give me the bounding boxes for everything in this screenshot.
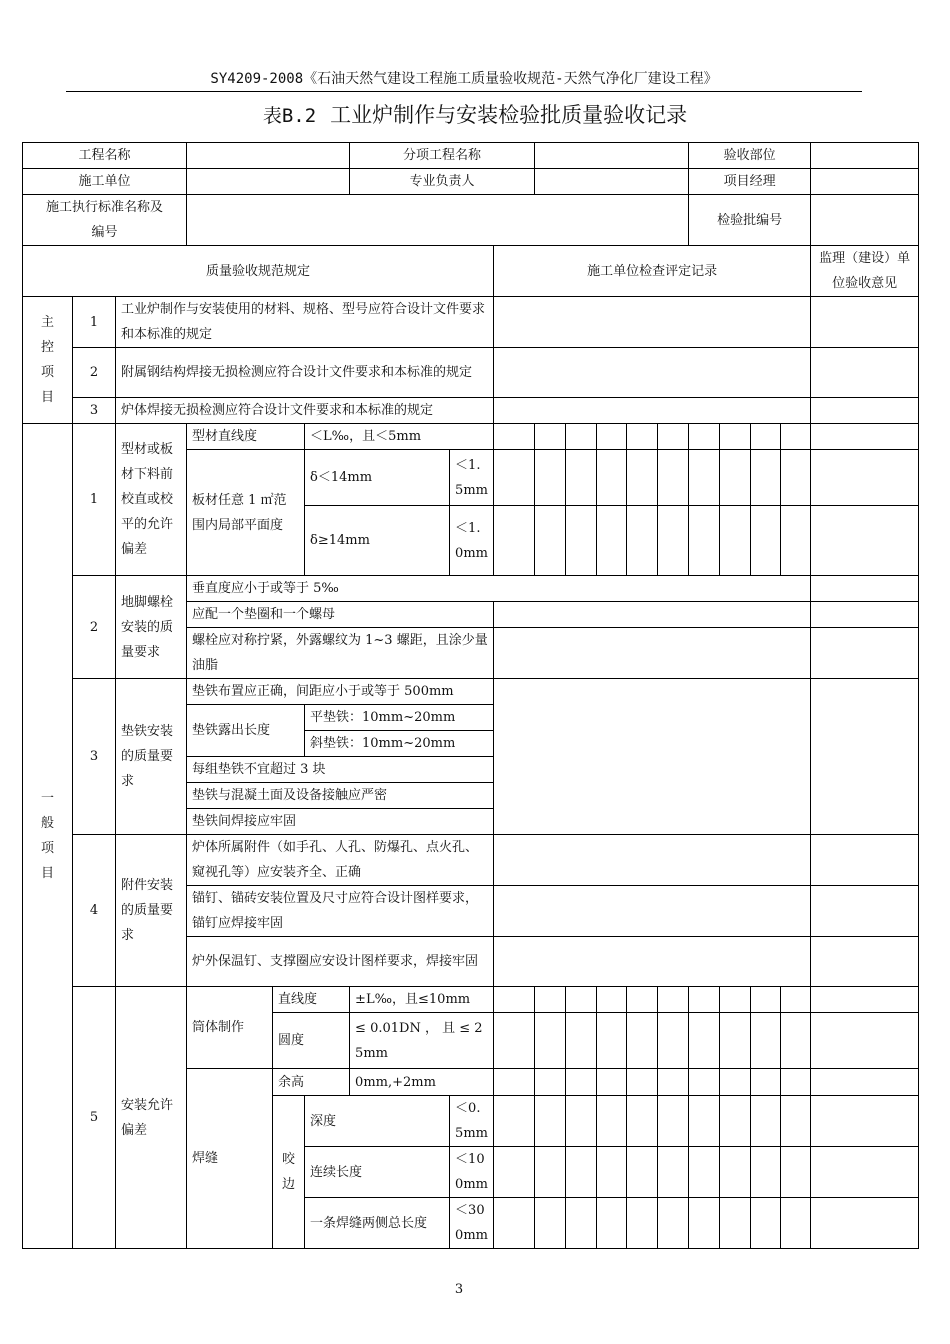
main-item-1-record[interactable] bbox=[494, 297, 811, 348]
attachment-req-1: 炉体所属附件（如手孔、人孔、防爆孔、点火孔、窥视孔等）应安装齐全、正确 bbox=[187, 835, 494, 886]
rec-cell[interactable] bbox=[720, 506, 751, 576]
rec-cell[interactable] bbox=[811, 424, 919, 450]
main-item-1-text: 工业炉制作与安装使用的材料、规格、型号应符合设计文件要求和本标准的规定 bbox=[116, 297, 494, 348]
general-item-1-no: 1 bbox=[73, 424, 116, 576]
main-item-2-opinion[interactable] bbox=[811, 348, 919, 398]
header-rule bbox=[66, 91, 862, 92]
rec-cell[interactable] bbox=[689, 450, 720, 506]
anchor-bolt-req-2: 应配一个垫圈和一个螺母 bbox=[187, 602, 494, 628]
thin-plate-value: ＜1.5mm bbox=[450, 450, 494, 506]
rec-cell[interactable] bbox=[811, 1147, 919, 1198]
attachment-record-1[interactable] bbox=[494, 835, 811, 886]
rec-cell[interactable] bbox=[751, 424, 781, 450]
rec-cell[interactable] bbox=[751, 1013, 781, 1069]
rec-cell[interactable] bbox=[689, 1069, 720, 1096]
rec-cell[interactable] bbox=[811, 1198, 919, 1249]
general-label: 一般项目 bbox=[23, 424, 73, 1249]
rec-cell[interactable] bbox=[811, 987, 919, 1013]
main-control-label: 主控项目 bbox=[23, 297, 73, 424]
contractor-label: 施工单位 bbox=[23, 169, 187, 195]
total-len-value: ＜300mm bbox=[450, 1198, 494, 1249]
rec-cell[interactable] bbox=[627, 506, 658, 576]
supervision-column-header: 监理（建设）单位验收意见 bbox=[811, 246, 919, 297]
rec-cell[interactable] bbox=[689, 424, 720, 450]
rec-cell[interactable] bbox=[627, 450, 658, 506]
rec-cell[interactable] bbox=[597, 1096, 627, 1147]
rec-cell[interactable] bbox=[566, 506, 597, 576]
main-item-1-opinion[interactable] bbox=[811, 297, 919, 348]
rec-cell[interactable] bbox=[535, 506, 566, 576]
cont-len-label: 连续长度 bbox=[305, 1147, 450, 1198]
depth-value: ＜0.5mm bbox=[450, 1096, 494, 1147]
rec-cell[interactable] bbox=[658, 1013, 689, 1069]
rec-cell[interactable] bbox=[781, 1147, 811, 1198]
rec-cell[interactable] bbox=[751, 1198, 781, 1249]
rec-cell[interactable] bbox=[720, 987, 751, 1013]
rec-cell[interactable] bbox=[689, 1198, 720, 1249]
rec-cell[interactable] bbox=[781, 450, 811, 506]
rec-cell[interactable] bbox=[627, 1013, 658, 1069]
cont-len-value: ＜100mm bbox=[450, 1147, 494, 1198]
rec-cell[interactable] bbox=[781, 1096, 811, 1147]
rec-cell[interactable] bbox=[751, 1147, 781, 1198]
rec-cell[interactable] bbox=[494, 450, 535, 506]
rec-cell[interactable] bbox=[566, 424, 597, 450]
general-item-4-opinion-1[interactable] bbox=[811, 835, 919, 886]
rec-cell[interactable] bbox=[751, 450, 781, 506]
rec-cell[interactable] bbox=[494, 1147, 535, 1198]
rec-cell[interactable] bbox=[781, 1198, 811, 1249]
project-name-label: 工程名称 bbox=[23, 143, 187, 169]
shim-expose-label: 垫铁露出长度 bbox=[187, 705, 305, 757]
rec-cell[interactable] bbox=[494, 424, 535, 450]
rec-cell[interactable] bbox=[494, 1096, 535, 1147]
attachment-req-3: 炉外保温钉、支撑圈应安设计图样要求，焊接牢固 bbox=[187, 937, 494, 987]
general-item-4-name: 附件安装的质量要求 bbox=[116, 835, 187, 987]
main-item-2-text: 附属钢结构焊接无损检测应符合设计文件要求和本标准的规定 bbox=[116, 348, 494, 398]
rec-cell[interactable] bbox=[781, 1013, 811, 1069]
rec-cell[interactable] bbox=[811, 1096, 919, 1147]
standard-header: SY4209-2008《石油天然气建设工程施工质量验收规范-天然气净化厂建设工程》 bbox=[210, 71, 718, 87]
rec-cell[interactable] bbox=[658, 987, 689, 1013]
project-manager-label: 项目经理 bbox=[689, 169, 811, 195]
page-title bbox=[0, 99, 950, 129]
undercut-label: 咬边 bbox=[273, 1096, 305, 1249]
rec-cell[interactable] bbox=[597, 424, 627, 450]
general-item-2-name: 地脚螺栓安装的质量要求 bbox=[116, 576, 187, 679]
weld-label: 焊缝 bbox=[187, 1069, 273, 1249]
rec-cell[interactable] bbox=[689, 506, 720, 576]
main-item-3-opinion[interactable] bbox=[811, 398, 919, 424]
shim-req-4: 每组垫铁不宜超过 3 块 bbox=[187, 757, 494, 783]
rec-cell[interactable] bbox=[566, 1198, 597, 1249]
rec-cell[interactable] bbox=[566, 1013, 597, 1069]
rec-cell[interactable] bbox=[781, 987, 811, 1013]
table-title: 工业炉制作与安装检验批质量验收记录 bbox=[330, 103, 688, 127]
rec-cell[interactable] bbox=[781, 1069, 811, 1096]
anchor-bolt-record-3[interactable] bbox=[494, 628, 811, 679]
project-manager-value[interactable] bbox=[811, 169, 919, 195]
rec-cell[interactable] bbox=[535, 1147, 566, 1198]
page-number: 3 bbox=[454, 1282, 464, 1297]
general-item-5-name: 安装允许偏差 bbox=[116, 987, 187, 1249]
anchor-bolt-record-2[interactable] bbox=[494, 602, 811, 628]
shim-req-1: 垫铁布置应正确，间距应小于或等于 500mm bbox=[187, 679, 494, 705]
rec-cell[interactable] bbox=[720, 450, 751, 506]
reinforce-value: 0mm,+2mm bbox=[350, 1069, 494, 1096]
flat-shim-req: 平垫铁：10mm~20mm bbox=[305, 705, 494, 731]
thick-plate-value: ＜1.0mm bbox=[450, 506, 494, 576]
rec-cell[interactable] bbox=[689, 987, 720, 1013]
batch-no-value[interactable] bbox=[811, 195, 919, 246]
rec-cell[interactable] bbox=[751, 1069, 781, 1096]
rec-cell[interactable] bbox=[658, 450, 689, 506]
rec-cell[interactable] bbox=[627, 424, 658, 450]
acceptance-part-label: 验收部位 bbox=[689, 143, 811, 169]
rec-cell[interactable] bbox=[781, 506, 811, 576]
rec-cell[interactable] bbox=[751, 1096, 781, 1147]
spec-column-header: 质量验收规范规定 bbox=[23, 246, 494, 297]
rec-cell[interactable] bbox=[566, 1069, 597, 1096]
general-item-3-name: 垫铁安装的质量要求 bbox=[116, 679, 187, 835]
rec-cell[interactable] bbox=[566, 450, 597, 506]
rec-cell[interactable] bbox=[566, 1147, 597, 1198]
rec-cell[interactable] bbox=[751, 987, 781, 1013]
shim-record[interactable] bbox=[494, 679, 811, 835]
rec-cell[interactable] bbox=[597, 1013, 627, 1069]
batch-no-label: 检验批编号 bbox=[689, 195, 811, 246]
shell-round-value: ≤ 0.01DN ， 且 ≤ 25mm bbox=[350, 1013, 494, 1069]
project-name-value[interactable] bbox=[187, 143, 350, 169]
anchor-bolt-req-3: 螺栓应对称拧紧，外露螺纹为 1~3 螺距，且涂少量油脂 bbox=[187, 628, 494, 679]
general-item-4-no: 4 bbox=[73, 835, 116, 987]
rec-cell[interactable] bbox=[720, 1096, 751, 1147]
rec-cell[interactable] bbox=[689, 1147, 720, 1198]
rec-cell[interactable] bbox=[566, 1096, 597, 1147]
slope-shim-req: 斜垫铁：10mm~20mm bbox=[305, 731, 494, 757]
rec-cell[interactable] bbox=[627, 1069, 658, 1096]
rec-cell[interactable] bbox=[720, 1198, 751, 1249]
rec-cell[interactable] bbox=[627, 1147, 658, 1198]
rec-cell[interactable] bbox=[597, 987, 627, 1013]
general-item-4-opinion-2[interactable] bbox=[811, 886, 919, 937]
rec-cell[interactable] bbox=[535, 1013, 566, 1069]
rec-cell[interactable] bbox=[627, 1198, 658, 1249]
specialist-label: 专业负责人 bbox=[350, 169, 535, 195]
rec-cell[interactable] bbox=[535, 1069, 566, 1096]
rec-cell[interactable] bbox=[535, 424, 566, 450]
attachment-record-2[interactable] bbox=[494, 886, 811, 937]
rec-cell[interactable] bbox=[535, 1198, 566, 1249]
shim-req-6: 垫铁间焊接应牢固 bbox=[187, 809, 494, 835]
rec-cell[interactable] bbox=[658, 424, 689, 450]
depth-label: 深度 bbox=[305, 1096, 450, 1147]
rec-cell[interactable] bbox=[597, 506, 627, 576]
rec-cell[interactable] bbox=[494, 1198, 535, 1249]
specialist-value[interactable] bbox=[535, 169, 689, 195]
rec-cell[interactable] bbox=[597, 1069, 627, 1096]
main-item-2-record[interactable] bbox=[494, 348, 811, 398]
general-item-2-opinion-3[interactable] bbox=[811, 628, 919, 679]
sub-project-name-label: 分项工程名称 bbox=[350, 143, 535, 169]
rec-cell[interactable] bbox=[597, 1198, 627, 1249]
rec-cell[interactable] bbox=[627, 987, 658, 1013]
inspection-table bbox=[22, 142, 919, 1249]
thick-plate-label: δ≥14mm bbox=[305, 506, 450, 576]
anchor-bolt-req-1: 垂直度应小于或等于 5‰ bbox=[187, 576, 811, 602]
shell-round-label: 圆度 bbox=[273, 1013, 350, 1069]
straightness-label: 型材直线度 bbox=[187, 424, 305, 450]
rec-cell[interactable] bbox=[658, 1096, 689, 1147]
rec-cell[interactable] bbox=[720, 1147, 751, 1198]
shell-straight-label: 直线度 bbox=[273, 987, 350, 1013]
rec-cell[interactable] bbox=[658, 1147, 689, 1198]
standard-name-label: 施工执行标准名称及编号 bbox=[23, 195, 187, 246]
rec-cell[interactable] bbox=[566, 987, 597, 1013]
shell-straight-value: ±L‰，且≤10mm bbox=[350, 987, 494, 1013]
acceptance-part-value[interactable] bbox=[811, 143, 919, 169]
rec-cell[interactable] bbox=[535, 450, 566, 506]
standard-name-value[interactable] bbox=[187, 195, 689, 246]
rec-cell[interactable] bbox=[811, 450, 919, 506]
flatness-label: 板材任意 1 ㎡范围内局部平面度 bbox=[187, 450, 305, 576]
general-item-2-opinion-1[interactable] bbox=[811, 576, 919, 602]
rec-cell[interactable] bbox=[494, 987, 535, 1013]
shim-req-5: 垫铁与混凝土面及设备接触应严密 bbox=[187, 783, 494, 809]
general-item-4-opinion-3[interactable] bbox=[811, 937, 919, 987]
rec-cell[interactable] bbox=[597, 1147, 627, 1198]
table-code: 表B.2 bbox=[262, 105, 317, 127]
attachment-req-2: 锚钉、锚砖安装位置及尺寸应符合设计图样要求，锚钉应焊接牢固 bbox=[187, 886, 494, 937]
rec-cell[interactable] bbox=[597, 450, 627, 506]
rec-cell[interactable] bbox=[720, 424, 751, 450]
rec-cell[interactable] bbox=[535, 987, 566, 1013]
main-item-3-record[interactable] bbox=[494, 398, 811, 424]
total-len-label: 一条焊缝两侧总长度 bbox=[305, 1198, 450, 1249]
main-item-3-text: 炉体焊接无损检测应符合设计文件要求和本标准的规定 bbox=[116, 398, 494, 424]
rec-cell[interactable] bbox=[658, 506, 689, 576]
rec-cell[interactable] bbox=[689, 1096, 720, 1147]
rec-cell[interactable] bbox=[720, 1069, 751, 1096]
rec-cell[interactable] bbox=[535, 1096, 566, 1147]
general-item-1-name: 型材或板材下料前校直或校平的允许偏差 bbox=[116, 424, 187, 576]
shell-label: 筒体制作 bbox=[187, 987, 273, 1069]
sub-project-name-value[interactable] bbox=[535, 143, 689, 169]
rec-cell[interactable] bbox=[781, 424, 811, 450]
main-item-3-no: 3 bbox=[73, 398, 116, 424]
record-column-header: 施工单位检查评定记录 bbox=[494, 246, 811, 297]
general-item-3-opinion[interactable] bbox=[811, 679, 919, 835]
rec-cell[interactable] bbox=[811, 506, 919, 576]
general-item-2-opinion-2[interactable] bbox=[811, 602, 919, 628]
rec-cell[interactable] bbox=[689, 1013, 720, 1069]
thin-plate-label: δ＜14mm bbox=[305, 450, 450, 506]
rec-cell[interactable] bbox=[494, 506, 535, 576]
rec-cell[interactable] bbox=[811, 1069, 919, 1096]
general-item-5-no: 5 bbox=[73, 987, 116, 1249]
attachment-record-3[interactable] bbox=[494, 937, 811, 987]
rec-cell[interactable] bbox=[658, 1198, 689, 1249]
reinforce-label: 余高 bbox=[273, 1069, 350, 1096]
rec-cell[interactable] bbox=[627, 1096, 658, 1147]
rec-cell[interactable] bbox=[720, 1013, 751, 1069]
rec-cell[interactable] bbox=[751, 506, 781, 576]
main-item-1-no: 1 bbox=[73, 297, 116, 348]
rec-cell[interactable] bbox=[494, 1069, 535, 1096]
straightness-value: ＜L‰，且＜5mm bbox=[305, 424, 494, 450]
rec-cell[interactable] bbox=[494, 1013, 535, 1069]
rec-cell[interactable] bbox=[658, 1069, 689, 1096]
general-item-3-no: 3 bbox=[73, 679, 116, 835]
rec-cell[interactable] bbox=[811, 1013, 919, 1069]
general-item-2-no: 2 bbox=[73, 576, 116, 679]
contractor-value[interactable] bbox=[187, 169, 350, 195]
main-item-2-no: 2 bbox=[73, 348, 116, 398]
